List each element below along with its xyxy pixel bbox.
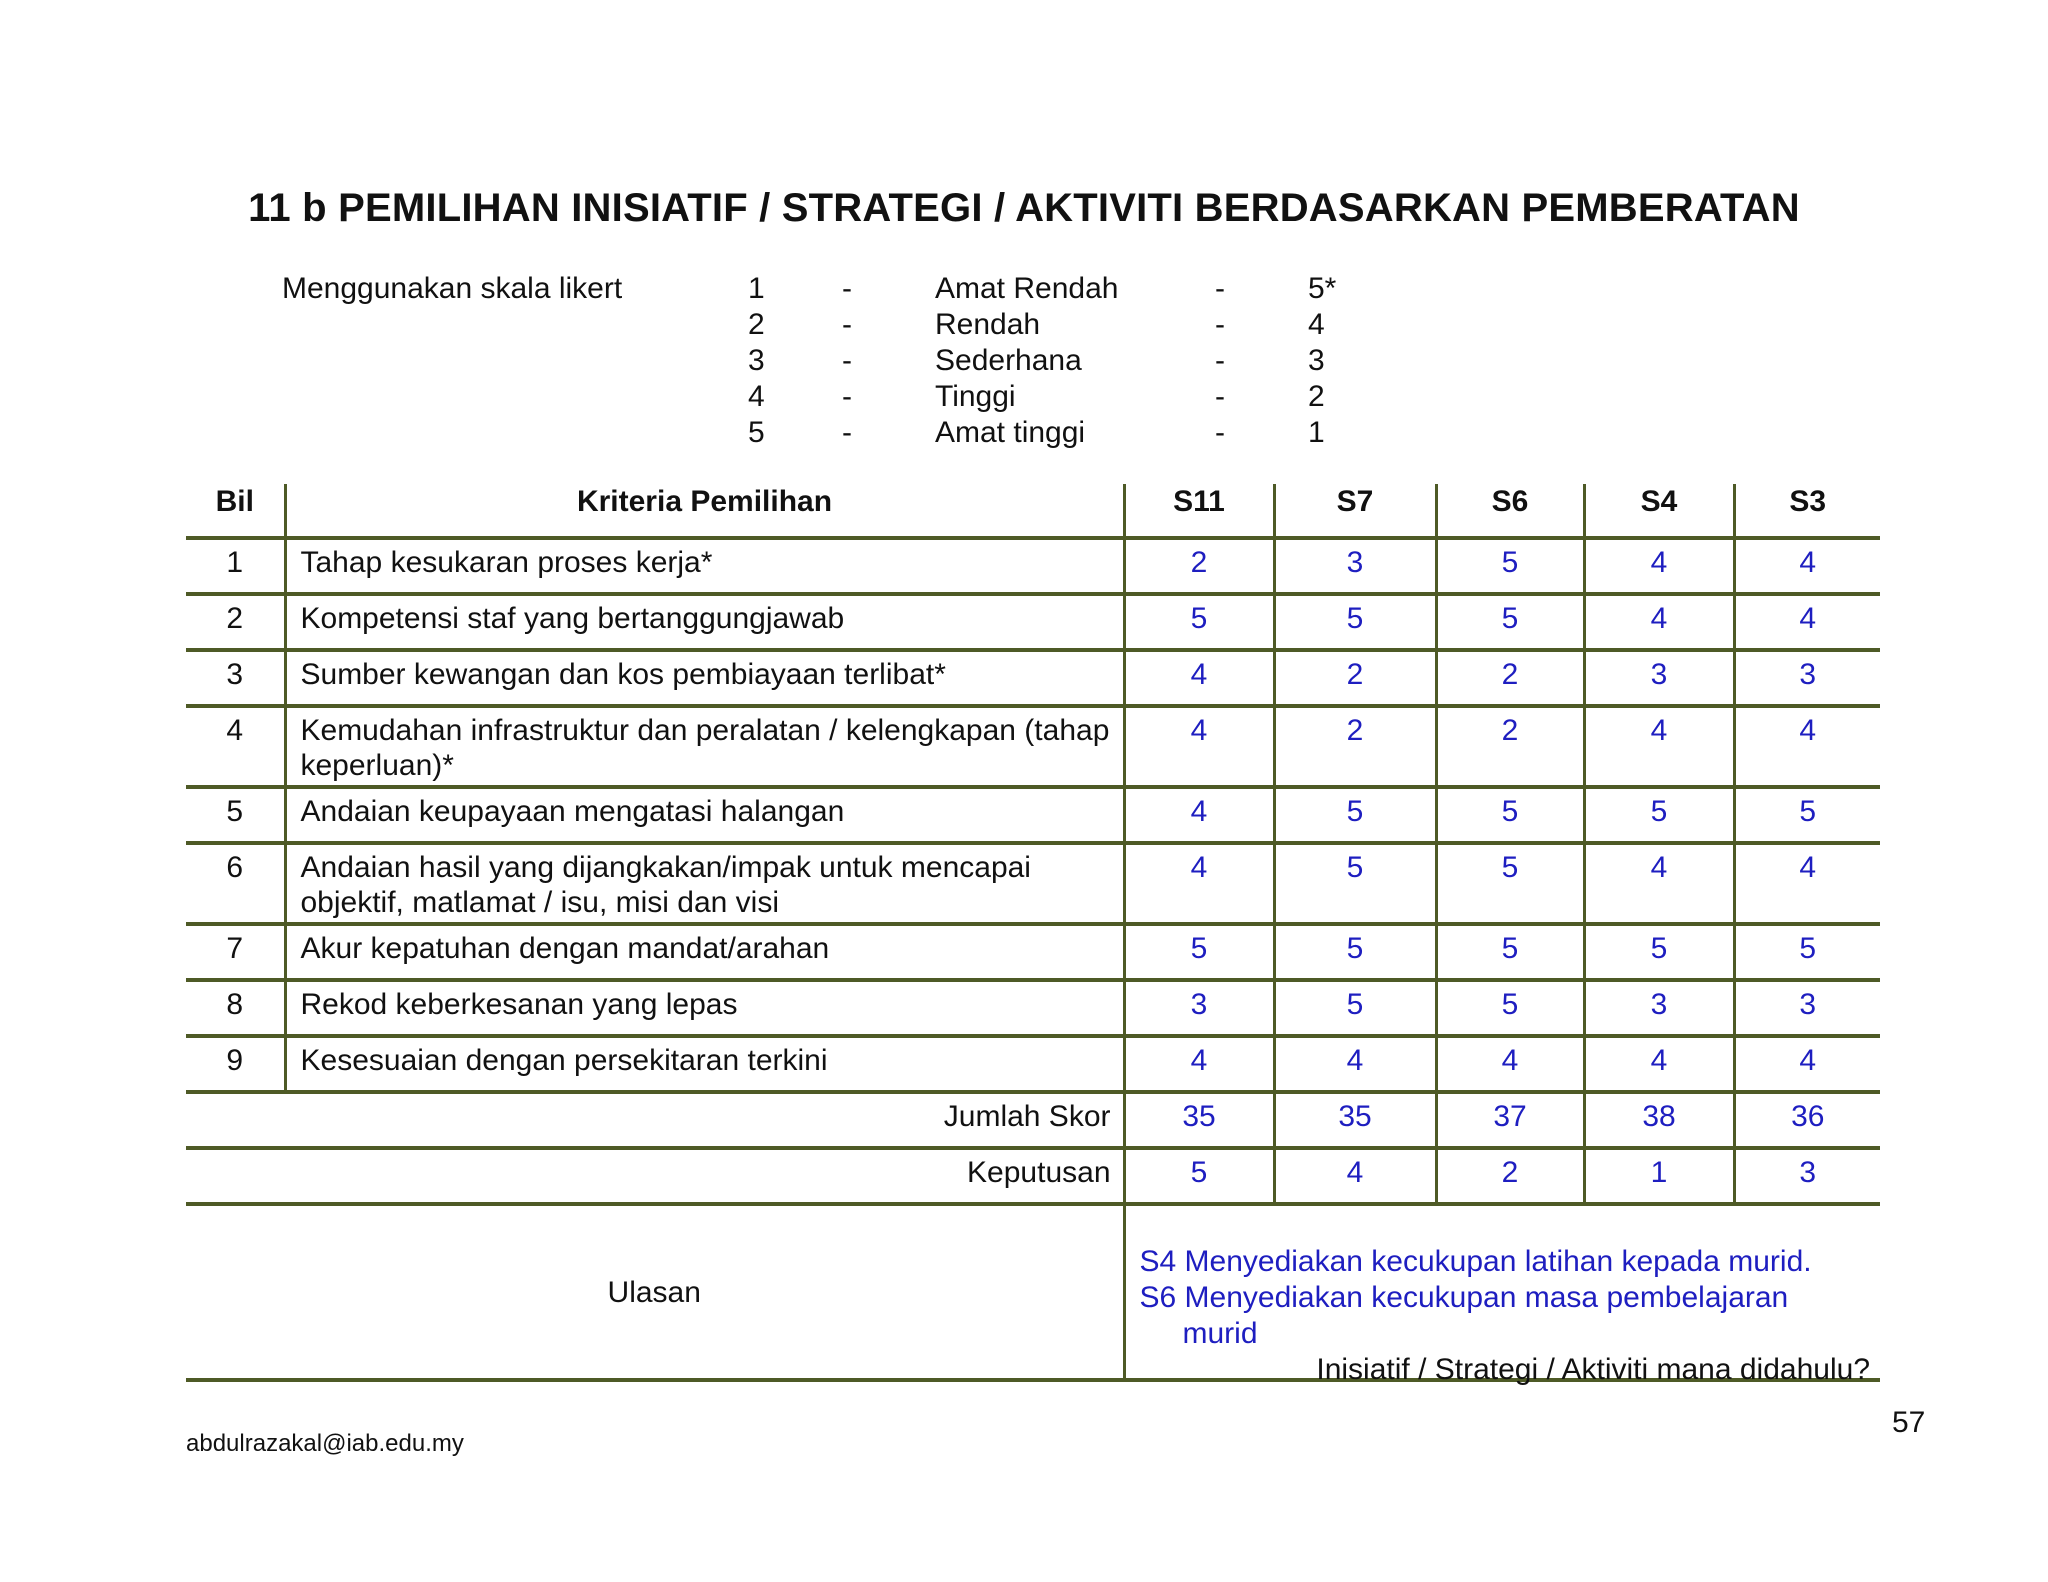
remarks-row [186,1204,1880,1380]
likert-level: Amat tinggi [935,416,1086,449]
row-number: 6 [186,843,285,924]
score-cell: 4 [1124,650,1274,706]
table-row [186,980,1880,1036]
row-number: 5 [186,787,285,843]
score-cell: 3 [1734,650,1880,706]
likert-row [0,272,1400,308]
score-cell: 5 [1274,843,1436,924]
score-cell: 5 [1734,924,1880,980]
score-cell: 5 [1734,787,1880,843]
score-cell: 5 [1274,924,1436,980]
table-row [186,650,1880,706]
score-cell: 5 [1436,594,1584,650]
likert-dash: - [1215,416,1225,449]
score-cell: 4 [1734,706,1880,787]
header-s7: S7 [1274,484,1436,538]
page-number: 57 [1892,1406,1926,1439]
score-cell: 3 [1274,538,1436,594]
row-number: 3 [186,650,285,706]
score-cell: 5 [1274,594,1436,650]
score-cell: 3 [1734,980,1880,1036]
score-cell: 5 [1436,538,1584,594]
decision-cell: 1 [1584,1148,1734,1204]
remarks-question: Inisiatif / Strategi / Aktiviti mana didahulu? [1316,1353,1870,1386]
table-header-row [186,484,1880,538]
table-row [186,594,1880,650]
page-title: 11 b PEMILIHAN INISIATIF / STRATEGI / AKTIVITI BERDASARKAN PEMBERATAN [248,186,1800,230]
likert-number: 5 [748,416,765,449]
likert-dash: - [1215,344,1225,377]
score-cell: 4 [1734,594,1880,650]
total-score-row [186,1092,1880,1148]
score-cell: 5 [1124,594,1274,650]
likert-level: Sederhana [935,344,1082,377]
score-cell: 4 [1124,843,1274,924]
decision-row [186,1148,1880,1204]
total-score-cell: 35 [1124,1092,1274,1148]
likert-number: 3 [748,344,765,377]
score-cell: 4 [1734,843,1880,924]
selection-table [186,484,1880,1386]
criteria-cell: Akur kepatuhan dengan mandat/arahan [285,924,1124,980]
row-number: 7 [186,924,285,980]
likert-dash: - [842,416,852,449]
criteria-cell: Kemudahan infrastruktur dan peralatan / kelengkapan (tahap keperluan)* [285,706,1124,787]
decision-cell: 3 [1734,1148,1880,1204]
decision-cell: 2 [1436,1148,1584,1204]
likert-dash: - [842,272,852,305]
likert-level: Amat Rendah [935,272,1119,305]
criteria-cell: Sumber kewangan dan kos pembiayaan terlibat* [285,650,1124,706]
score-cell: 5 [1436,787,1584,843]
score-cell: 4 [1734,538,1880,594]
row-number: 1 [186,538,285,594]
header-kriteria: Kriteria Pemilihan [285,484,1124,538]
likert-number: 1 [748,272,765,305]
criteria-cell: Andaian keupayaan mengatasi halangan [285,787,1124,843]
row-number: 2 [186,594,285,650]
score-cell: 4 [1584,843,1734,924]
likert-weight: 1 [1308,416,1325,449]
footer-email: abdulrazakal@iab.edu.my [186,1430,464,1457]
table-row [186,843,1880,924]
remarks-line: S4 Menyediakan kecukupan latihan kepada murid. [1139,1245,1812,1278]
remarks-content [1124,1204,1880,1386]
criteria-cell: Kesesuaian dengan persekitaran terkini [285,1036,1124,1092]
row-number: 9 [186,1036,285,1092]
header-bil: Bil [186,484,285,538]
likert-label: Menggunakan skala likert [282,272,623,305]
table-row [186,538,1880,594]
likert-dash: - [1215,272,1225,305]
decision-cell: 5 [1124,1148,1274,1204]
score-cell: 4 [1584,706,1734,787]
row-number: 4 [186,706,285,787]
header-s6: S6 [1436,484,1584,538]
score-cell: 2 [1436,650,1584,706]
score-cell: 5 [1436,924,1584,980]
header-s11: S11 [1124,484,1274,538]
score-cell: 4 [1734,1036,1880,1092]
score-cell: 4 [1124,787,1274,843]
criteria-cell: Kompetensi staf yang bertanggungjawab [285,594,1124,650]
table-row [186,1036,1880,1092]
decision-cell: 4 [1274,1148,1436,1204]
likert-number: 4 [748,380,765,413]
likert-dash: - [1215,380,1225,413]
likert-dash: - [842,308,852,341]
total-score-label: Jumlah Skor [186,1092,1124,1148]
row-number: 8 [186,980,285,1036]
criteria-cell: Tahap kesukaran proses kerja* [285,538,1124,594]
score-cell: 4 [1584,594,1734,650]
likert-number: 2 [748,308,765,341]
header-s4: S4 [1584,484,1734,538]
table-row [186,787,1880,843]
score-cell: 2 [1124,538,1274,594]
remarks-label: Ulasan [186,1204,1124,1380]
score-cell: 4 [1124,706,1274,787]
score-cell: 5 [1124,924,1274,980]
likert-level: Rendah [935,308,1041,341]
total-score-cell: 38 [1584,1092,1734,1148]
score-cell: 4 [1274,1036,1436,1092]
total-score-cell: 36 [1734,1092,1880,1148]
decision-label: Keputusan [186,1148,1124,1204]
score-cell: 2 [1274,706,1436,787]
score-cell: 4 [1436,1036,1584,1092]
total-score-cell: 35 [1274,1092,1436,1148]
likert-dash: - [842,344,852,377]
score-cell: 4 [1584,1036,1734,1092]
likert-dash: - [1215,308,1225,341]
remarks-line: S6 Menyediakan kecukupan masa pembelajaran [1139,1281,1789,1314]
likert-weight: 4 [1308,308,1325,341]
likert-dash: - [842,380,852,413]
likert-row [0,344,1400,380]
score-cell: 5 [1274,787,1436,843]
table-row [186,706,1880,787]
score-cell: 5 [1584,924,1734,980]
remarks-line: murid [1182,1317,1258,1350]
likert-level: Tinggi [935,380,1016,413]
score-cell: 5 [1436,843,1584,924]
score-cell: 5 [1274,980,1436,1036]
likert-row [0,380,1400,416]
score-cell: 2 [1436,706,1584,787]
likert-row [0,308,1400,344]
likert-row [0,416,1400,452]
total-score-cell: 37 [1436,1092,1584,1148]
criteria-cell: Rekod keberkesanan yang lepas [285,980,1124,1036]
score-cell: 2 [1274,650,1436,706]
likert-weight: 2 [1308,380,1325,413]
score-cell: 5 [1584,787,1734,843]
criteria-cell: Andaian hasil yang dijangkakan/impak untuk mencapai objektif, matlamat / isu, misi dan visi [285,843,1124,924]
table-row [186,924,1880,980]
score-cell: 4 [1124,1036,1274,1092]
score-cell: 4 [1584,538,1734,594]
score-cell: 5 [1436,980,1584,1036]
likert-weight: 5* [1308,272,1337,305]
header-s3: S3 [1734,484,1880,538]
score-cell: 3 [1584,980,1734,1036]
score-cell: 3 [1584,650,1734,706]
likert-weight: 3 [1308,344,1325,377]
score-cell: 3 [1124,980,1274,1036]
